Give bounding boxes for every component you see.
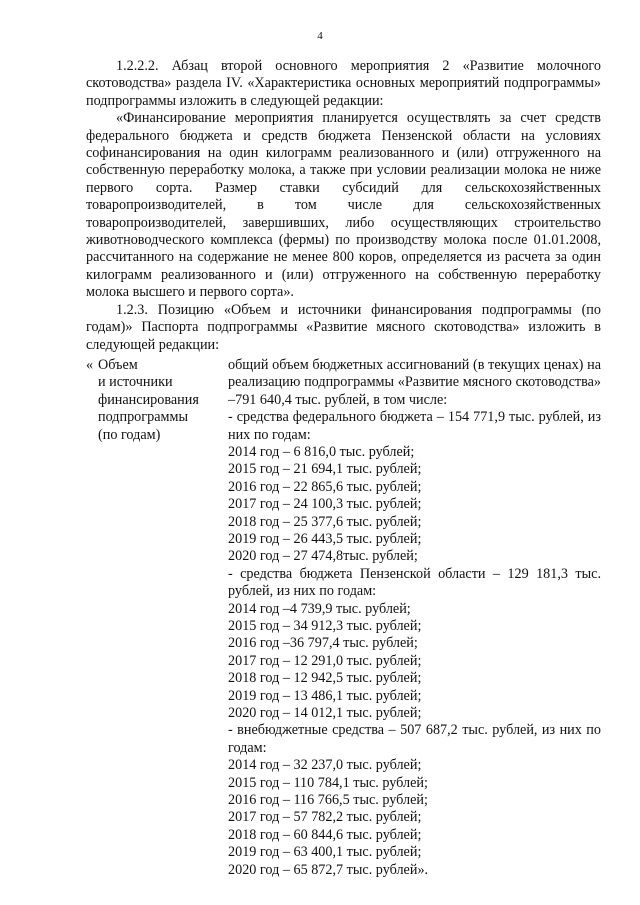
federal-year-line: 2018 год – 25 377,6 тыс. рублей; (228, 513, 422, 530)
regional-year-line: 2014 год –4 739,9 тыс. рублей; (228, 600, 411, 617)
regional-budget-header: - средства бюджета Пензенской области – 129 181,3 тыс. рублей, из них по годам: (228, 565, 601, 600)
extrabudgetary-year-line: 2018 год – 60 844,6 тыс. рублей; (228, 826, 422, 843)
regional-year-line: 2018 год – 12 942,5 тыс. рублей; (228, 670, 422, 687)
federal-year-line: 2017 год – 24 100,3 тыс. рублей; (228, 496, 422, 513)
paragraph-1-2-2-2: 1.2.2.2. Абзац второй основного мероприятия 2 «Развитие молочного скотоводства» раздела IV. «Характеристика основных мероприятий подпрограммы» подпрограммы изложить в следующей редакции: (86, 58, 601, 109)
label-line: финансирования (98, 391, 199, 408)
regional-year-line: 2016 год –36 797,4 тыс. рублей; (228, 635, 418, 652)
document-body (86, 58, 601, 879)
regional-year-line: 2019 год – 13 486,1 тыс. рублей; (228, 687, 422, 704)
extrabudgetary-year-line: 2016 год – 116 766,5 тыс. рублей; (228, 792, 428, 809)
federal-year-line: 2015 год – 21 694,1 тыс. рублей; (228, 461, 422, 478)
extrabudgetary-year-line: 2015 год – 110 784,1 тыс. рублей; (228, 774, 428, 791)
paragraph-milk-financing: «Финансирование мероприятия планируется осуществлять за счет средств федерального бюджета и средств бюджета Пензенской области на условиях софинансирования на один килограмм реализованного и (или) отгруженного на собственную переработку молока, а также при условии реализации молока не ниже первого сорта. Размер ставки субсидий для сельскохозяйственных товаропроизводителей, в том числе для сельскохозяйственных товаропроизводителей, завершивших, либо осуществляющих строительство животноводческого комплекса (фермы) по производству молока после 01.01.2008, рассчитанного на содержание не менее 800 коров, определяется из расчета за один килограмм реализованного и (или) отгруженного на собственную переработку молока высшего и первого сорта». (86, 110, 601, 301)
federal-year-line: 2014 год – 6 816,0 тыс. рублей; (228, 443, 415, 460)
label-line: подпрограммы (98, 409, 188, 426)
extrabudgetary-year-line: 2019 год – 63 400,1 тыс. рублей; (228, 844, 422, 861)
open-quote: « (86, 356, 94, 373)
regional-year-line: 2020 год – 14 012,1 тыс. рублей; (228, 705, 422, 722)
extrabudgetary-year-line: 2020 год – 65 872,7 тыс. рублей». (228, 861, 429, 878)
label-line: и источники (98, 374, 173, 391)
federal-year-line: 2019 год – 26 443,5 тыс. рублей; (228, 530, 422, 547)
total-amount-text: общий объем бюджетных ассигнований (в текущих ценах) на реализацию подпрограммы «Развитие мясного скотоводства» –791 640,4 тыс. рублей, в том числе: (228, 356, 601, 408)
label-line: (по годам) (98, 426, 161, 443)
financing-table (86, 357, 601, 879)
federal-year-line: 2016 год – 22 865,6 тыс. рублей; (228, 478, 422, 495)
extrabudgetary-year-line: 2017 год – 57 782,2 тыс. рублей; (228, 809, 422, 826)
label-line: Объем (98, 356, 138, 373)
financing-values-column (228, 357, 601, 879)
financing-label-column (86, 357, 228, 879)
extrabudgetary-header: - внебюджетные средства – 507 687,2 тыс. рублей, из них по годам: (228, 722, 601, 756)
paragraph-1-2-3: 1.2.3. Позицию «Объем и источники финансирования подпрограммы (по годам)» Паспорта подпрограммы «Развитие мясного скотоводства» изложить в следующей редакции: (86, 301, 601, 353)
federal-budget-header: - средства федерального бюджета – 154 771,9 тыс. рублей, из них по годам: (228, 409, 601, 443)
regional-year-line: 2015 год – 34 912,3 тыс. рублей; (228, 618, 422, 634)
page-number: 4 (317, 30, 323, 42)
extrabudgetary-year-line: 2014 год – 32 237,0 тыс. рублей; (228, 757, 422, 774)
federal-year-line: 2020 год – 27 474,8тыс. рублей; (228, 548, 418, 565)
regional-year-line: 2017 год – 12 291,0 тыс. рублей; (228, 652, 422, 669)
